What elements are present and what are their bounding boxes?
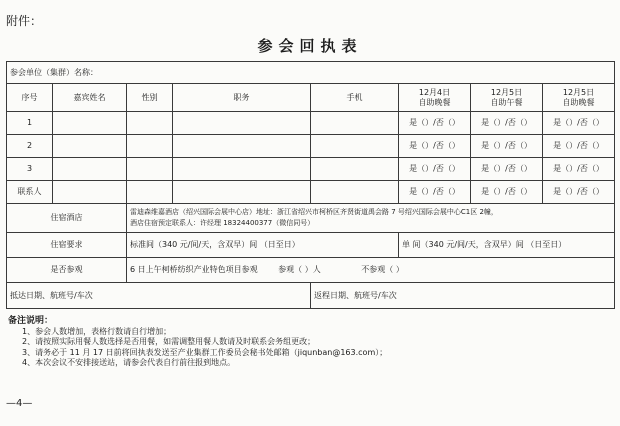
visit-label: 是否参观: [7, 258, 127, 283]
form-title: 参会回执表: [257, 37, 363, 55]
standard-room-option[interactable]: 标准间（340 元/间/天，含双早）间 （日至日）: [127, 233, 399, 258]
note-item: 4、本次会议不安排接送站，请参会代表自行前往报到地点。: [22, 358, 236, 367]
header-phone: 手机: [311, 84, 399, 112]
attachment-label: 附件：: [6, 14, 43, 28]
position-cell[interactable]: [173, 181, 311, 204]
row-label: 1: [7, 112, 53, 135]
single-room-option[interactable]: 单 间（340 元/间/天，含双早）间 （日至日）: [399, 233, 615, 258]
guest-name-cell[interactable]: [53, 112, 127, 135]
visit-yes-option[interactable]: 参观（ ）人: [278, 265, 321, 274]
hotel-row: [7, 204, 615, 233]
header-meal-3: 12月5日 自助晚餐: [543, 84, 615, 112]
visit-description: 6 日上午柯桥纺织产业特色项目参观: [130, 265, 258, 274]
note-item: 2、请按照实际用餐人数选择是否用餐，如需调整用餐人数请及时联系会务组更改；: [22, 337, 316, 346]
gender-cell[interactable]: [127, 112, 173, 135]
meal-choice[interactable]: 是（）/否（）: [543, 112, 615, 135]
lodging-label: 住宿要求: [7, 233, 127, 258]
meal-choice[interactable]: 是（）/否（）: [543, 181, 615, 204]
position-cell[interactable]: [173, 135, 311, 158]
phone-cell[interactable]: [311, 181, 399, 204]
meal-choice[interactable]: 是（）/否（）: [543, 158, 615, 181]
meal-choice[interactable]: 是（）/否（）: [471, 181, 543, 204]
gender-cell[interactable]: [127, 158, 173, 181]
visit-row: [7, 258, 615, 283]
registration-form-table: [6, 61, 615, 309]
notes-title: 备注说明：: [8, 316, 54, 326]
unit-name-field[interactable]: 参会单位（集群）名称：: [7, 62, 615, 84]
travel-row: [7, 283, 615, 309]
header-gender: 性别: [127, 84, 173, 112]
header-no: 序号: [7, 84, 53, 112]
phone-cell[interactable]: [311, 158, 399, 181]
row-label: 2: [7, 135, 53, 158]
position-cell[interactable]: [173, 158, 311, 181]
meal-choice[interactable]: 是（）/否（）: [543, 135, 615, 158]
phone-cell[interactable]: [311, 112, 399, 135]
meal-choice[interactable]: 是（）/否（）: [471, 158, 543, 181]
visit-no-option[interactable]: 不参观（ ）: [361, 265, 404, 274]
position-cell[interactable]: [173, 112, 311, 135]
hotel-contact: 酒店住宿预定联系人：许经理 18324400377（微信同号）: [130, 219, 315, 227]
meal-choice[interactable]: 是（）/否（）: [399, 181, 471, 204]
hotel-label: 住宿酒店: [7, 204, 127, 233]
contact-row: [7, 181, 615, 204]
header-row: [7, 84, 615, 112]
hotel-address: 雷迪森维嘉酒店（绍兴国际会展中心店）地址：浙江省绍兴市柯桥区齐贤街道禹会路 7 号绍兴国际会展中心C1区 2幢，: [130, 208, 498, 216]
unit-row: [7, 62, 615, 84]
hotel-info: [127, 204, 615, 233]
guest-name-cell[interactable]: [53, 181, 127, 204]
header-meal-2: 12月5日 自助午餐: [471, 84, 543, 112]
arrival-field[interactable]: 抵达日期、航班号/车次: [7, 283, 311, 309]
note-item: 1、参会人数增加，表格行数请自行增加；: [22, 326, 172, 336]
meal-choice[interactable]: 是（）/否（）: [471, 135, 543, 158]
header-guest-name: 嘉宾姓名: [53, 84, 127, 112]
meal-choice[interactable]: 是（）/否（）: [399, 158, 471, 181]
guest-row: [7, 112, 615, 135]
lodging-row: [7, 233, 615, 258]
guest-name-cell[interactable]: [53, 135, 127, 158]
meal-choice[interactable]: 是（）/否（）: [399, 112, 471, 135]
header-meal-1: 12月4日 自助晚餐: [399, 84, 471, 112]
guest-name-cell[interactable]: [53, 158, 127, 181]
notes-section: [8, 316, 387, 369]
row-label: 3: [7, 158, 53, 181]
header-position: 职务: [173, 84, 311, 112]
phone-cell[interactable]: [311, 135, 399, 158]
meal-choice[interactable]: 是（）/否（）: [471, 112, 543, 135]
guest-row: [7, 158, 615, 181]
return-field[interactable]: 返程日期、航班号/车次: [311, 283, 615, 309]
note-item: 3、请务必于 11 月 17 日前将回执表发送至产业集群工作委员会秘书处邮箱（jiqunban@163.com）；: [22, 347, 388, 357]
page-number: —4—: [6, 398, 33, 409]
row-label: 联系人: [7, 181, 53, 204]
gender-cell[interactable]: [127, 181, 173, 204]
meal-choice[interactable]: 是（）/否（）: [399, 135, 471, 158]
guest-row: [7, 135, 615, 158]
visit-options: [127, 258, 615, 283]
gender-cell[interactable]: [127, 135, 173, 158]
